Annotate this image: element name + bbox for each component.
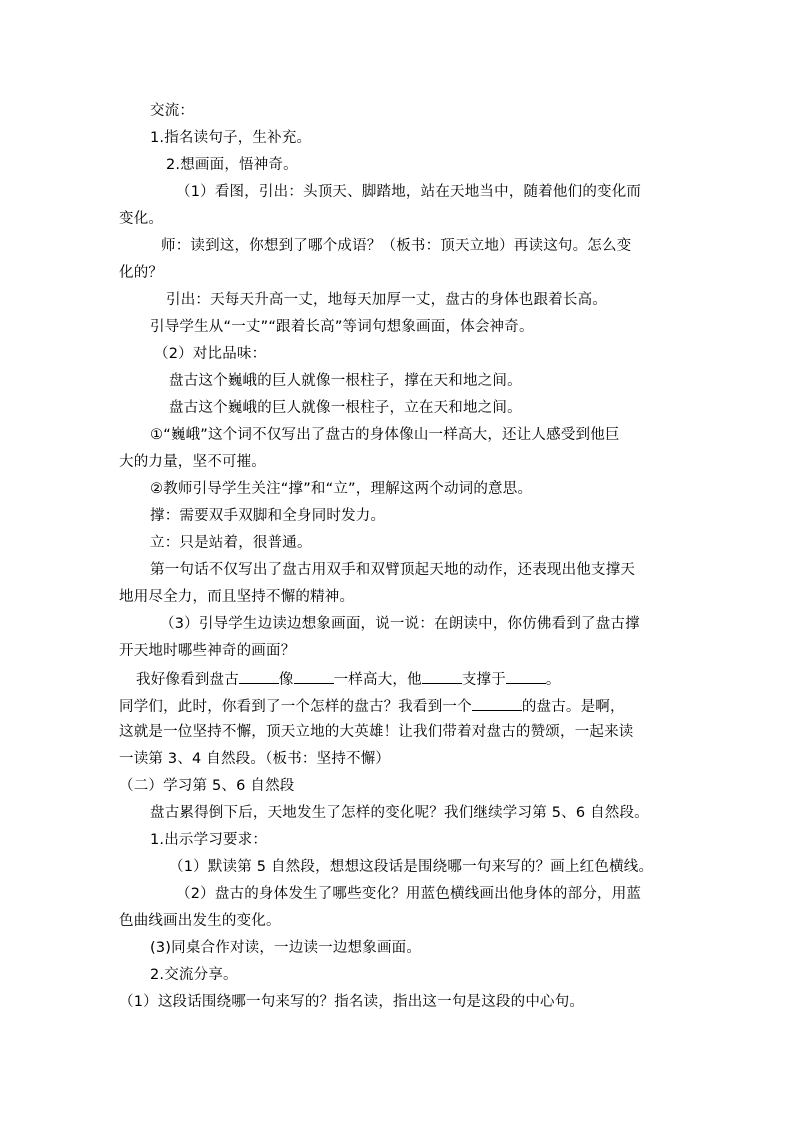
answer-blank (294, 668, 334, 684)
summary-text: 同学们，此时，你看到了一个怎样的盘古？我看到一个 (119, 699, 472, 715)
text-line: ①“巍峨”这个词不仅写出了盘古的身体像山一样高大，还让人感受到他巨 (150, 427, 620, 443)
text-line: 地用尽全力，而且坚持不懈的精神。 (119, 589, 355, 605)
answer-blank (472, 695, 522, 711)
text-line: 2.想画面，悟神奇。 (166, 157, 298, 173)
section-heading: （二）学习第 5、6 自然段 (119, 778, 295, 794)
text-line: 立：只是站着，很普通。 (150, 535, 312, 551)
text-line: 引导学生从“一丈”“跟着长高”等词句想象画面，体会神奇。 (150, 319, 534, 335)
answer-blank (239, 668, 279, 684)
text-line: 一读第 3、4 自然段。（板书：坚持不懈） (119, 751, 391, 767)
text-line: 大的力量，坚不可摧。 (119, 454, 266, 470)
summary-text: 的盘古。是啊， (521, 699, 625, 715)
text-line: （2）盘古的身体发生了哪些变化？用蓝色横线画出他身体的部分，用蓝 (176, 886, 642, 902)
text-line: 交流： (150, 103, 195, 119)
text-line: 开天地时哪些神奇的画面？ (119, 643, 296, 659)
text-line: 1.指名读句子，生补充。 (150, 130, 312, 146)
text-line: 这就是一位坚持不懈，顶天立地的大英雄！让我们带着对盘古的赞颂，一起来读 (119, 724, 634, 740)
text-line: （3）引导学生边读边想象画面，说一说：在朗读中，你仿佛看到了盘古撑 (160, 616, 640, 632)
text-line: ②教师引导学生关注“撑”和“立”，理解这两个动词的意思。 (150, 481, 533, 497)
fill-text: 支撑于 (461, 672, 506, 688)
text-line: 2.交流分享。 (150, 967, 238, 983)
text-line: 盘古这个巍峨的巨人就像一根柱子，撑在天和地之间。 (169, 373, 522, 389)
fill-text: 像 (278, 672, 294, 688)
fill-text: 一样高大，他 (333, 672, 422, 688)
text-line: 变化。 (119, 211, 164, 227)
text-line: 1.出示学习要求： (150, 832, 268, 848)
text-line: 化的？ (119, 265, 164, 281)
text-line: 第一句话不仅写出了盘古用双手和双臂顶起天地的动作，还表现出他支撑天 (150, 562, 636, 578)
text-line: 师：读到这，你想到了哪个成语？（板书：顶天立地）再读这句。怎么变 (161, 238, 632, 254)
text-line: 撑：需要双手双脚和全身同时发力。 (150, 508, 386, 524)
text-line: （1）看图，引出：头顶天、脚踏地，站在天地当中，随着他们的变化而 (176, 184, 642, 200)
text-line: (3)同桌合作对读，一边读一边想象画面。 (150, 940, 422, 956)
text-line: 盘古这个巍峨的巨人就像一根柱子，立在天和地之间。 (169, 400, 522, 416)
fill-text: 我好像看到盘古 (136, 672, 239, 688)
text-line: 盘古累得倒下后，天地发生了怎样的变化呢？我们继续学习第 5、6 自然段。 (150, 805, 649, 821)
fill-in-sentence (136, 668, 561, 690)
text-line: （1）这段话围绕哪一句来写的？指名读，指出这一句是这段的中心句。 (119, 994, 585, 1010)
text-line: 引出：天每天升高一丈，地每天加厚一丈，盘古的身体也跟着长高。 (166, 292, 607, 308)
summary-sentence (119, 695, 625, 717)
text-line: （2）对比品味： (154, 346, 267, 362)
text-line: 色曲线画出发生的变化。 (119, 913, 281, 929)
answer-blank (422, 668, 462, 684)
fill-text: 。 (545, 672, 561, 688)
text-line: （1）默读第 5 自然段，想想这段话是围绕哪一句来写的？画上红色横线。 (169, 859, 654, 875)
answer-blank (506, 668, 546, 684)
